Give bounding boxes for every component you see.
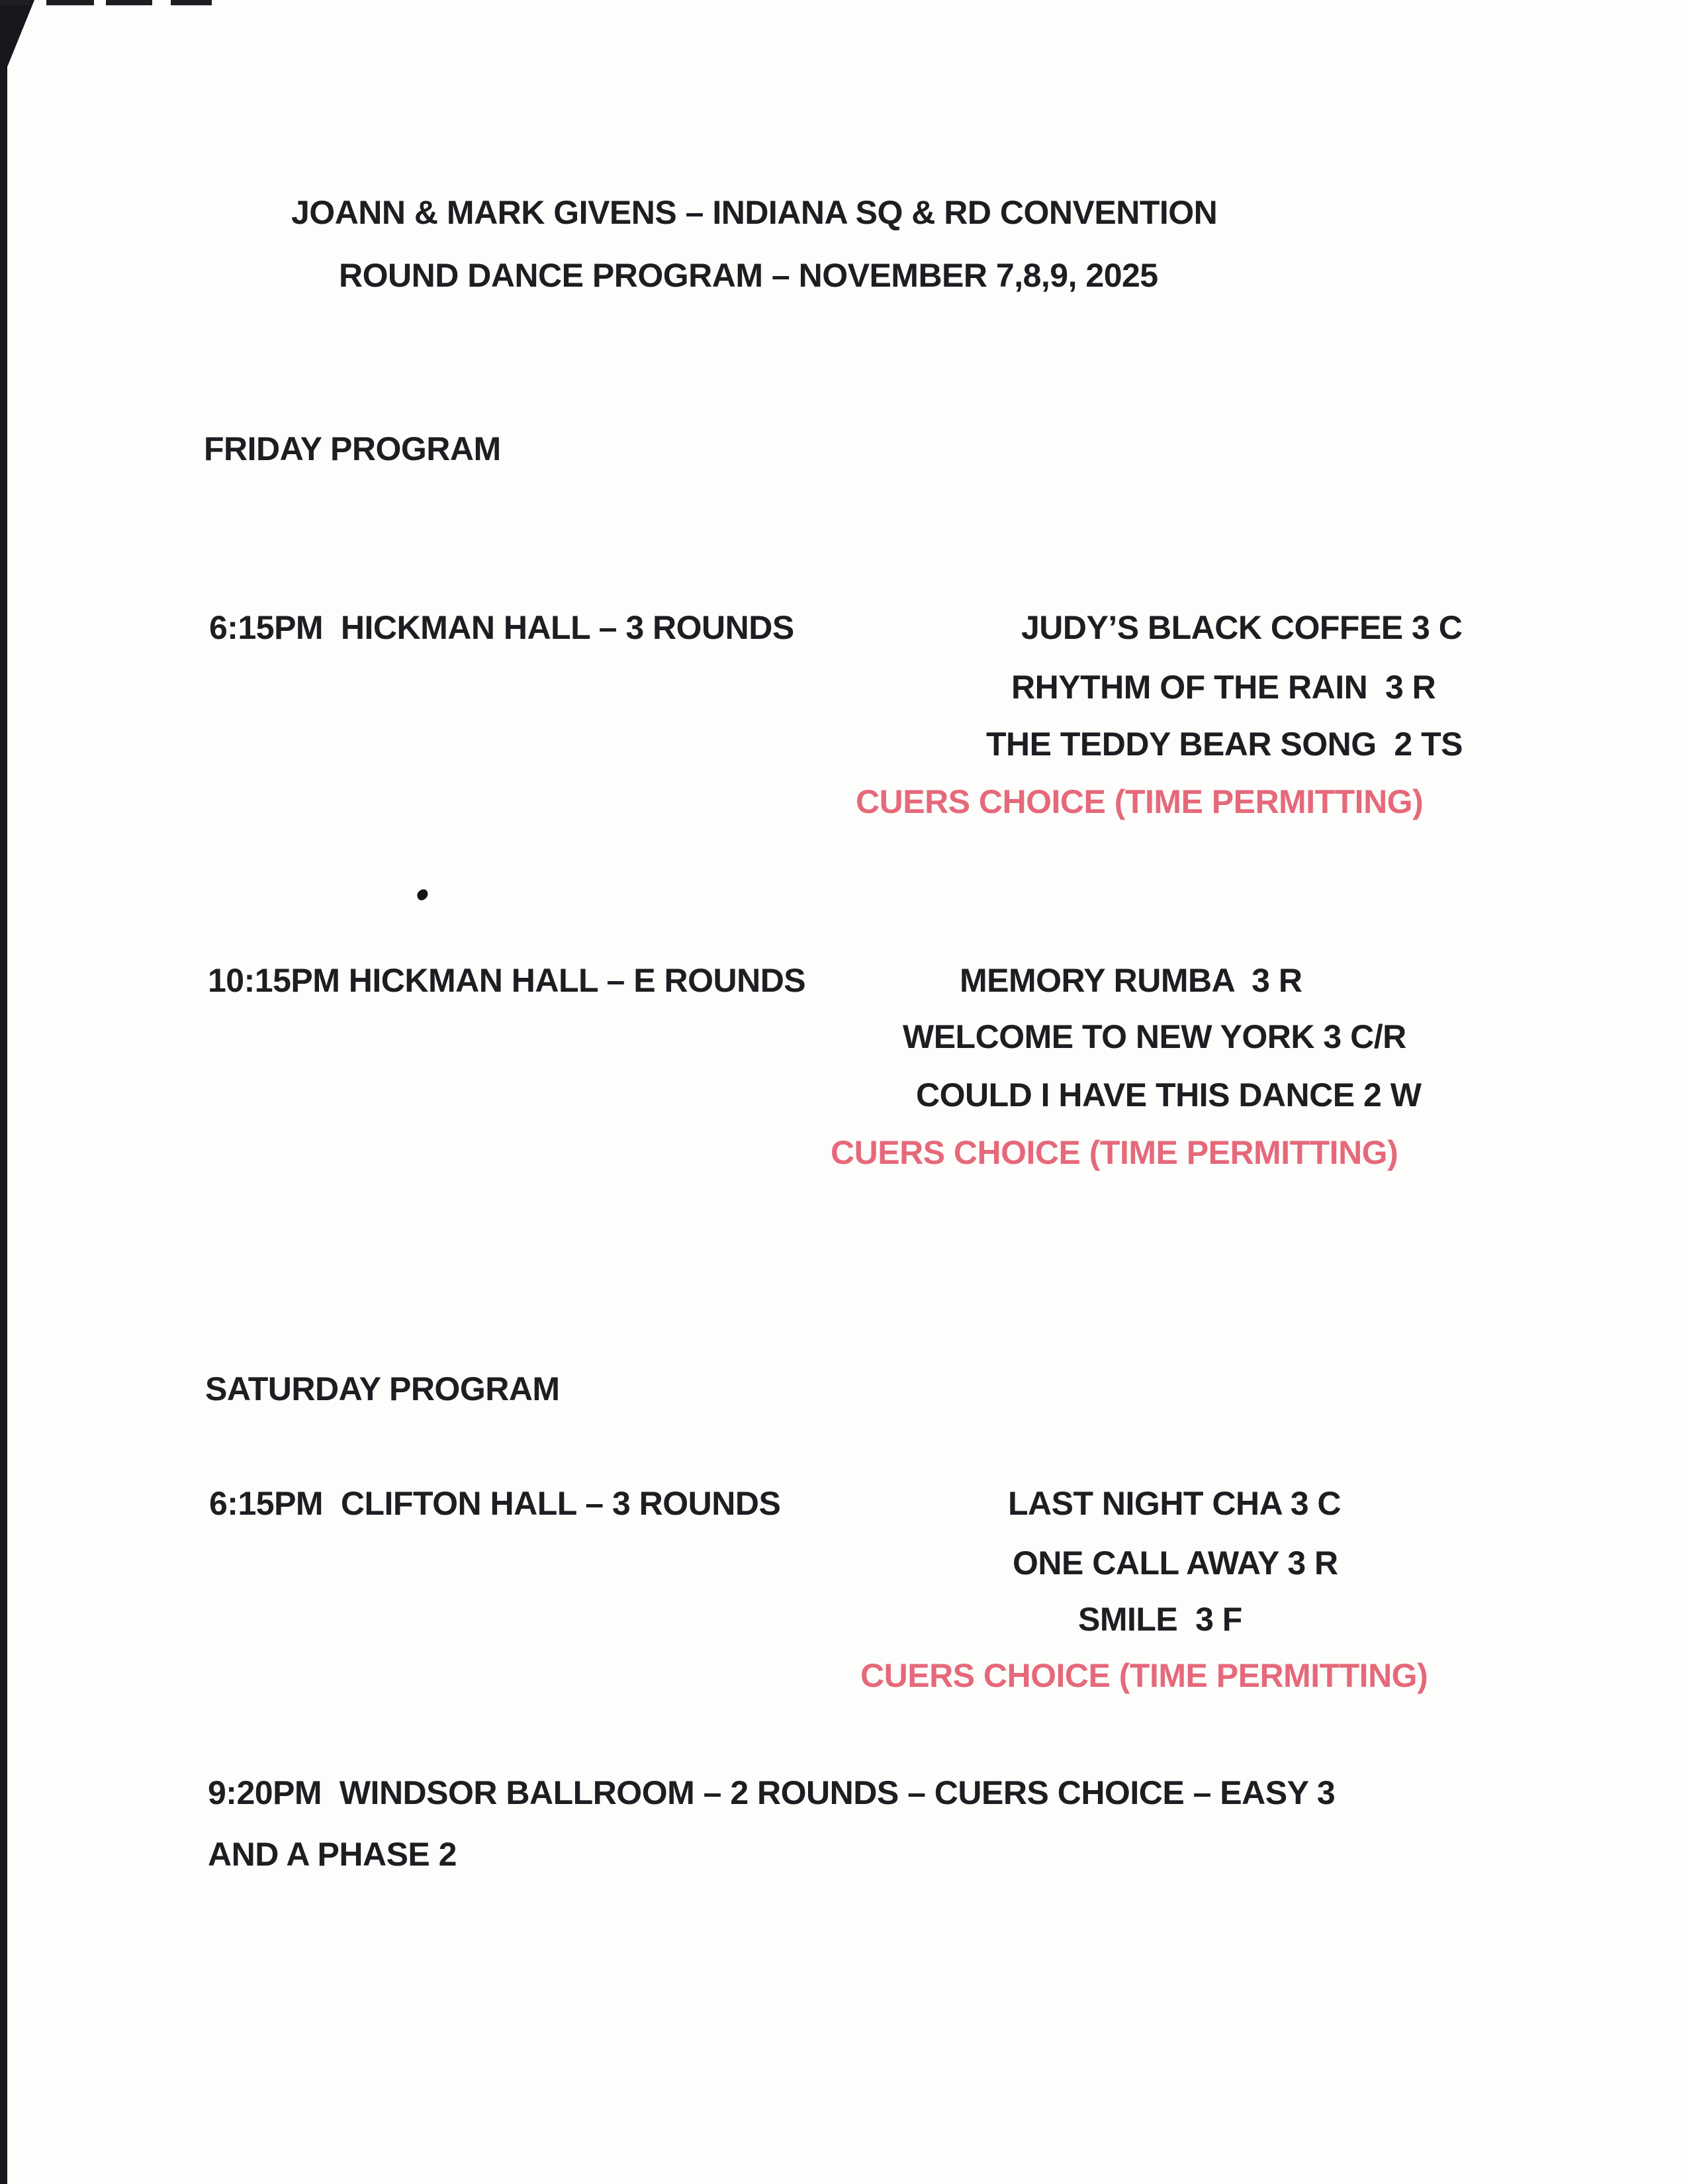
song-line: LAST NIGHT CHA 3 C — [1008, 1485, 1342, 1522]
page-title-line1: JOANN & MARK GIVENS – INDIANA SQ & RD CONVENTION — [291, 194, 1218, 231]
left-scan-edge — [0, 0, 7, 2184]
session-time-hall: 10:15PM HICKMAN HALL – E ROUNDS — [208, 962, 806, 999]
top-scan-mark — [0, 0, 30, 5]
top-left-scan-wedge — [0, 0, 34, 66]
song-line: WELCOME TO NEW YORK 3 C/R — [903, 1018, 1406, 1055]
song-line: JUDY’S BLACK COFFEE 3 C — [1021, 609, 1463, 646]
top-scan-mark — [106, 0, 152, 5]
cuers-choice-line: CUERS CHOICE (TIME PERMITTING) — [860, 1657, 1428, 1694]
cuers-choice-line: CUERS CHOICE (TIME PERMITTING) — [831, 1134, 1398, 1171]
ink-speck — [415, 888, 430, 902]
saturday-heading: SATURDAY PROGRAM — [205, 1370, 560, 1407]
song-line: ONE CALL AWAY 3 R — [1013, 1544, 1338, 1582]
session-time-hall: 9:20PM WINDSOR BALLROOM – 2 ROUNDS – CUERS CHOICE – EASY 3 — [208, 1774, 1336, 1811]
friday-heading: FRIDAY PROGRAM — [204, 430, 501, 467]
page-title-line2: ROUND DANCE PROGRAM – NOVEMBER 7,8,9, 2025 — [339, 257, 1158, 294]
song-line: MEMORY RUMBA 3 R — [960, 962, 1302, 999]
top-scan-mark — [171, 0, 212, 5]
cuers-choice-line: CUERS CHOICE (TIME PERMITTING) — [856, 783, 1424, 820]
top-scan-mark — [46, 0, 94, 5]
song-line: THE TEDDY BEAR SONG 2 TS — [986, 726, 1463, 763]
session-time-hall: 6:15PM HICKMAN HALL – 3 ROUNDS — [209, 609, 794, 646]
song-line: COULD I HAVE THIS DANCE 2 W — [916, 1076, 1422, 1114]
song-line: SMILE 3 F — [1078, 1601, 1242, 1638]
session-time-hall: 6:15PM CLIFTON HALL – 3 ROUNDS — [209, 1485, 781, 1522]
session-time-hall-continued: AND A PHASE 2 — [208, 1836, 457, 1873]
song-line: RHYTHM OF THE RAIN 3 R — [1011, 669, 1436, 706]
